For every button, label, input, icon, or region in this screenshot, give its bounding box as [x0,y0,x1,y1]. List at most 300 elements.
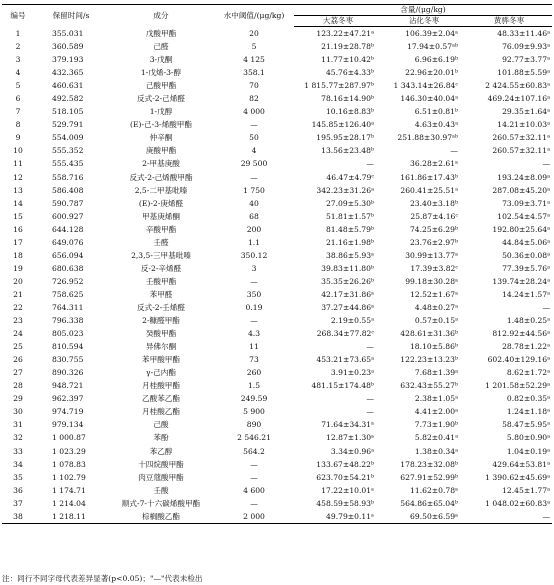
row-retention-time: 518.105 [52,107,84,117]
row-no: 15 [13,211,23,221]
row-no: 28 [13,381,23,391]
row-threshold: — [250,316,258,326]
row-threshold: 73 [249,355,259,365]
table-row [2,405,552,418]
row-no: 19 [13,263,23,273]
row-retention-time: 360.589 [52,42,84,52]
table-row [2,301,552,314]
row-compound: 反式-2-己烯醛 [137,94,185,104]
row-compound: 苯乙醇 [149,446,173,456]
row-no: 4 [15,68,21,78]
row-no: 30 [13,407,23,417]
row-no: 22 [13,302,23,312]
row-value-zhanhua: 99.18±30.28ᵃ [405,276,458,286]
row-value-zhanhua: 17.39±3.82ᶜ [410,263,458,273]
row-retention-time: 796.338 [52,316,84,326]
row-value-zhanhua: 6.96±6.19ᵇ [414,55,458,65]
row-retention-time: 1 174.71 [52,485,86,495]
row-value-huanghua: 29.35±1.64ᵃ [502,107,551,117]
row-compound: 异佛尔酮 [145,342,177,352]
row-value-dali: 39.83±11.80ᵇ [321,263,374,273]
row-value-dali: 51.81±1.57ᵇ [325,211,374,221]
row-no: 24 [13,329,23,339]
header-compound: 成分 [108,5,214,27]
row-retention-time: 810.594 [52,342,84,352]
table-row [2,27,552,41]
row-value-dali: 10.16±8.83ᵇ [325,107,374,117]
row-value-huanghua: 2 424.55±60.83ᵃ [485,81,551,91]
row-value-zhanhua: 1.38±0.34ᵃ [414,446,458,456]
row-threshold: 564.2 [243,446,265,456]
row-no: 18 [13,250,23,260]
row-value-zhanhua: 4.48±0.27ᵃ [414,302,458,312]
row-no: 21 [13,289,23,299]
table-row [2,79,552,92]
table-header [2,5,552,27]
row-value-huanghua: 5.80±0.90ᵃ [506,433,551,443]
row-compound: 月桂酸乙酯 [142,407,180,417]
table-row [2,275,552,288]
row-compound: 癸酸甲酯 [145,329,177,339]
row-value-huanghua: — [466,510,552,524]
row-threshold: 200 [246,224,262,234]
table-footnote: 注：同行不同字母代表差异显著(p<0.05)；"—"代表未检出 [2,574,203,583]
table-row [2,510,552,524]
row-threshold: 20 [249,28,259,38]
row-value-huanghua: 812.92±44.56ᵃ [492,329,551,339]
table-row [2,379,552,392]
table-row [2,445,552,458]
row-value-zhanhua: 178.23±32.08ᵇ [400,459,458,469]
row-no: 2 [15,42,21,52]
row-value-huanghua: 101.88±5.59ᵃ [497,68,551,78]
row-value-dali: 623.70±54.21ᵇ [316,472,374,482]
row-retention-time: 764.311 [52,302,84,312]
row-threshold: — [250,459,258,469]
row-threshold: 249.59 [240,394,268,404]
row-value-dali: 195.95±28.17ᵇ [316,133,374,143]
row-value-zhanhua: 0.57±0.15ᵃ [414,316,458,326]
row-retention-time: 1 078.83 [52,459,86,469]
row-value-huanghua: 260.57±32.11ᵃ [492,133,551,143]
table-row [2,366,552,379]
row-value-dali: 13.56±23.48ᵇ [321,146,374,156]
row-retention-time: 948.721 [52,381,84,391]
row-threshold: 29 500 [240,159,268,169]
row-retention-time: 492.582 [52,94,84,104]
row-value-zhanhua: 251.88±30.97ᵃᵇ [397,133,458,143]
row-no: 13 [13,185,23,195]
row-value-zhanhua: 564.86±65.04ᵇ [400,498,458,508]
row-no: 5 [15,81,21,91]
row-compound: (E)-己-3-烯酸甲酯 [130,120,192,130]
row-value-dali: — [366,407,374,417]
row-compound: 甲基庚烯酮 [142,211,180,221]
row-value-dali: 145.85±126.40ᵃ [311,120,374,130]
row-compound: 己醛 [153,42,169,52]
row-threshold: 0.19 [245,302,263,312]
row-no: 1 [15,28,21,38]
row-value-zhanhua: 161.86±17.43ᵇ [400,172,458,182]
row-value-huanghua: 58.47±5.95ᵃ [502,420,551,430]
row-no: 3 [15,55,21,65]
row-value-zhanhua: 36.28±2.61ᵃ [410,159,458,169]
table-row [2,197,552,210]
row-value-dali: 481.15±174.48ᵇ [311,381,374,391]
table-body [2,27,552,524]
row-compound: 反式-2-壬烯醛 [137,302,185,312]
row-value-dali: 17.22±10.01ᵃ [321,485,374,495]
header-variety-dali: 大荔冬枣 [294,16,382,27]
row-threshold: 350.12 [240,250,268,260]
row-value-dali: 12.87±1.30ᵃ [326,433,374,443]
row-retention-time: 758.625 [52,289,84,299]
row-no: 8 [15,120,21,130]
row-value-zhanhua: 627.91±52.99ᵇ [400,472,458,482]
row-value-dali: — [366,394,374,404]
row-no: 11 [13,159,23,169]
row-no: 25 [13,342,23,352]
row-retention-time: 649.076 [52,237,84,247]
row-value-huanghua: — [542,302,551,312]
table-row [2,223,552,236]
row-no: 10 [13,146,23,156]
row-retention-time: 600.927 [52,211,84,221]
row-compound: 苯甲酸甲酯 [142,355,180,365]
row-compound: 1-戊烯-3-醇 [140,68,182,78]
row-retention-time: 460.631 [52,81,84,91]
table-row [2,66,552,79]
table-row [2,458,552,471]
row-value-zhanhua: 6.51±0.81ᵇ [414,107,458,117]
row-value-huanghua: 1 390.62±45.69ᵃ [485,472,551,482]
row-retention-time: 979.134 [52,420,84,430]
row-no: 16 [13,224,23,234]
row-value-dali: 71.64±34.31ᵃ [321,420,374,430]
row-value-zhanhua: 23.76±2.97ᵇ [409,237,458,247]
row-value-huanghua: 50.36±0.08ᵃ [502,250,551,260]
row-no: 27 [13,368,23,378]
row-retention-time: 1 023.29 [52,446,86,456]
row-threshold: 4 000 [243,107,265,117]
row-no: 9 [15,133,21,143]
row-compound: 反-2-辛烯醛 [140,263,182,273]
table-row [2,353,552,366]
row-compound: 月桂酸甲酯 [142,381,180,391]
row-value-dali: 458.59±58.93ᵇ [316,498,374,508]
row-value-zhanhua: 146.30±40.04ᵃ [400,94,458,104]
row-value-zhanhua: 2.38±1.05ᵃ [414,394,458,404]
row-value-zhanhua: 428.61±31.36ᵇ [400,329,458,339]
row-value-dali: 2.19±0.55ᵃ [330,316,374,326]
table-row [2,171,552,184]
row-value-dali: 268.34±77.82ᶜ [316,329,374,339]
table-row [2,53,552,66]
row-retention-time: 726.952 [52,276,84,286]
row-no: 6 [15,94,21,104]
row-retention-time: 1 214.04 [52,498,86,508]
table-row [2,431,552,444]
row-value-zhanhua: 4.41±2.00ᵃ [414,407,458,417]
row-no: 38 [2,510,34,524]
row-value-zhanhua: 4.63±0.43ᵃ [414,120,458,130]
row-threshold: 4 600 [243,485,265,495]
row-threshold: 40 [249,198,259,208]
row-value-zhanhua: 11.62±0.78ᵃ [410,485,458,495]
volatile-compounds-table [2,4,552,524]
row-value-zhanhua: 12.52±1.67ᵃ [410,289,458,299]
row-value-huanghua: 102.54±4.57ᵃ [497,211,551,221]
row-retention-time: 680.638 [52,263,84,273]
row-value-dali: 342.23±31.26ᵃ [316,185,374,195]
row-value-dali: — [366,342,374,352]
row-value-zhanhua: 122.23±13.23ᵇ [400,355,458,365]
row-value-dali: 49.79±0.11ᵃ [294,510,382,524]
row-retention-time: 379.193 [52,55,84,65]
table-row [2,92,552,105]
row-compound: (E)-2-庚烯醛 [138,198,184,208]
row-value-dali: 38.86±5.93ᵃ [326,250,374,260]
row-threshold: 3 [251,263,257,273]
row-threshold: 70 [249,81,259,91]
row-value-huanghua: 1 201.58±52.29ᵃ [485,381,551,391]
row-value-dali: 37.27±44.86ᵃ [321,302,374,312]
row-threshold: 82 [249,94,259,104]
row-value-dali: 21.19±28.78ᵇ [321,42,374,52]
table-row [2,484,552,497]
row-value-huanghua: 77.39±5.76ᵃ [502,263,551,273]
row-value-huanghua: 287.08±45.20ᵃ [492,185,551,195]
row-value-huanghua: 139.74±28.24ᵃ [492,276,551,286]
row-threshold: 4 125 [243,55,265,65]
row-threshold: — [250,172,258,182]
table-row [2,144,552,157]
row-value-dali: 46.47±4.79ᶜ [326,172,374,182]
row-retention-time: 554.009 [52,133,84,143]
row-threshold: 1.5 [247,381,261,391]
row-value-dali: — [366,159,374,169]
table-row [2,118,552,131]
row-retention-time: 656.094 [52,250,84,260]
row-value-huanghua: 469.24±107.16ᵃ [487,94,551,104]
row-no: 32 [13,433,23,443]
row-value-huanghua: 14.21±10.03ᵃ [497,120,551,130]
row-value-huanghua: — [542,159,551,169]
row-value-zhanhua: 69.50±6.59ᵃ [382,510,466,524]
row-threshold: 350 [246,289,262,299]
row-value-zhanhua: 7.68±1.39ᵃ [414,368,458,378]
row-value-zhanhua: 30.99±13.77ᵃ [405,250,458,260]
row-compound: 2,3,5-三甲基吡嗪 [131,250,191,260]
header-retention-time: 保留时间/s [34,5,108,27]
row-compound: 戊酸甲酯 [145,28,177,38]
row-threshold: 1.1 [247,237,261,247]
row-retention-time: 830.755 [52,355,84,365]
row-value-huanghua: 76.09±9.93ᵃ [502,42,551,52]
table-row [2,340,552,353]
row-value-dali: 3.34±0.96ᵃ [330,446,374,456]
row-value-dali: 1 815.77±287.97ᵇ [304,81,374,91]
header-variety-zhanhua: 沾化冬枣 [382,16,466,27]
row-no: 12 [13,172,23,182]
table-row [2,418,552,431]
table-row [2,157,552,170]
row-retention-time: 555.435 [52,159,84,169]
table-row [2,184,552,197]
row-compound: 反式-2-己烯酸甲酯 [129,172,193,182]
row-no: 26 [13,355,23,365]
row-no: 17 [13,237,23,247]
row-threshold: — [250,276,258,286]
row-value-zhanhua: 23.40±3.18ᵇ [409,198,458,208]
row-value-dali: 11.77±10.42ᵇ [321,55,374,65]
row-compound: 苯甲醛 [149,289,173,299]
table-row [2,314,552,327]
table-row [2,288,552,301]
row-value-dali: 35.35±26.26ᵇ [321,276,374,286]
row-value-zhanhua: 632.43±55.27ᵇ [400,381,458,391]
row-value-huanghua: 429.64±53.81ᵃ [492,459,551,469]
row-compound: 1-戊醇 [149,107,173,117]
row-value-huanghua: 192.80±25.64ᵃ [492,224,551,234]
row-value-dali: 45.76±4.33ᵇ [325,68,374,78]
row-compound: 3-戊酮 [149,55,173,65]
row-value-dali: 3.91±0.23ᵃ [330,368,374,378]
row-value-zhanhua: 5.82±0.41ᵃ [414,433,458,443]
table-row [2,249,552,262]
row-value-zhanhua: 18.10±5.86ᵇ [409,342,458,352]
row-threshold: 4.3 [247,329,261,339]
row-threshold: — [250,472,258,482]
table-row [2,210,552,223]
row-value-huanghua: 1.04±0.19ᵃ [506,446,551,456]
row-no: 14 [13,198,23,208]
table-row [2,262,552,275]
table-row [2,105,552,118]
row-compound: 仲辛酮 [149,133,173,143]
row-compound: 棕榈酸乙酯 [108,510,214,524]
row-value-dali: 123.22±47.21ᵃ [316,29,374,38]
header-no: 编号 [2,5,34,27]
row-value-zhanhua: 260.41±25.51ᵃ [400,185,458,195]
row-value-dali: 453.21±73.65ᵃ [316,355,374,365]
row-retention-time: 529.791 [52,120,84,130]
header-content: 含量/(μg/kg) [294,5,552,16]
row-compound: 2,5-二甲基吡嗪 [134,185,188,195]
row-retention-time: 890.326 [52,368,84,378]
row-retention-time: 805.023 [52,329,84,339]
row-compound: 顺式-7-十六碳烯酸甲酯 [121,498,201,508]
row-retention-time: 355.031 [52,28,84,38]
row-no: 37 [13,498,23,508]
row-threshold: 5 [251,42,257,52]
row-retention-time: 644.128 [52,224,84,234]
row-threshold: 68 [249,211,259,221]
row-value-huanghua: 92.77±3.77ᵃ [502,55,551,65]
table-row [2,471,552,484]
row-value-huanghua: 1 048.02±60.83ᵃ [485,498,551,508]
table-row [2,392,552,405]
row-threshold: — [250,120,258,130]
table-row [2,40,552,53]
row-compound: 辛酸甲酯 [145,224,177,234]
row-threshold: — [250,498,258,508]
row-threshold: 4 [251,146,257,156]
table-row [2,131,552,144]
row-value-huanghua: 0.82±0.35ᵃ [506,394,551,404]
row-threshold: 890 [246,420,262,430]
row-value-dali: 133.67±48.22ᵇ [316,459,374,469]
row-no: 31 [13,420,23,430]
row-threshold: 11 [249,342,259,352]
row-threshold: 5 900 [243,407,265,417]
row-compound: 壬酸 [153,485,169,495]
row-retention-time: 1 218.11 [34,510,108,524]
row-threshold: 50 [249,133,259,143]
row-retention-time: 1 102.79 [52,472,86,482]
table-row [2,236,552,249]
row-value-huanghua: 12.45±1.77ᵃ [502,485,551,495]
row-retention-time: 590.787 [52,198,84,208]
row-value-zhanhua: 106.39±2.04ᵃ [405,29,458,38]
row-compound: 庚酸甲酯 [145,146,177,156]
row-threshold: 2 000 [214,510,294,524]
row-value-huanghua: 14.24±1.57ᵃ [502,289,551,299]
row-threshold: 260 [246,368,262,378]
table-row [2,497,552,510]
row-compound: 苯酚 [153,433,169,443]
row-retention-time: 962.397 [52,394,84,404]
row-no: 35 [13,472,23,482]
row-retention-time: 1 000.87 [52,433,86,443]
row-value-dali: 78.16±14.90ᵇ [321,94,374,104]
row-value-dali: 21.16±1.98ᵇ [325,237,374,247]
row-value-zhanhua: 22.96±20.01ᵇ [405,68,458,78]
row-no: 29 [13,394,23,404]
row-retention-time: 586.408 [52,185,84,195]
row-compound: 2-甲基庚酸 [142,159,180,169]
row-value-dali: 27.09±5.30ᵇ [325,198,374,208]
row-value-zhanhua: 1 343.14±26.84ᶜ [393,81,458,91]
row-no: 33 [13,446,23,456]
row-retention-time: 555.352 [52,146,84,156]
header-variety-huanghua: 黄骅冬枣 [466,16,552,27]
row-threshold: 2 546.21 [237,433,271,443]
row-compound: 己酸甲酯 [145,81,177,91]
row-value-zhanhua: 17.94±0.57ᵃᵇ [407,42,458,52]
row-value-zhanhua: — [450,146,458,156]
row-threshold: 358.1 [243,68,265,78]
row-threshold: 1 750 [243,185,265,195]
row-value-huanghua: 1.24±1.18ᵃ [506,407,551,417]
row-value-zhanhua: 74.25±6.29ᵇ [409,224,458,234]
row-compound: 壬醛 [153,237,169,247]
row-compound: 肉豆蔻酸甲酯 [138,472,184,482]
row-compound: 十四烷酸甲酯 [138,459,184,469]
row-value-huanghua: 602.40±129.16ᵃ [487,355,551,365]
row-compound: γ-己内酯 [146,368,176,378]
row-compound: 己酸 [153,420,169,430]
row-value-huanghua: 48.33±11.46ᵃ [497,29,551,38]
row-compound: 乙酸苯乙酯 [142,394,180,404]
row-retention-time: 432.365 [52,68,84,78]
row-value-zhanhua: 7.73±1.90ᵇ [414,420,458,430]
row-no: 23 [13,316,23,326]
row-no: 34 [13,459,23,469]
row-value-huanghua: 44.84±5.06ᵃ [502,237,551,247]
row-no: 36 [13,485,23,495]
row-value-huanghua: 28.78±1.22ᵃ [502,342,551,352]
